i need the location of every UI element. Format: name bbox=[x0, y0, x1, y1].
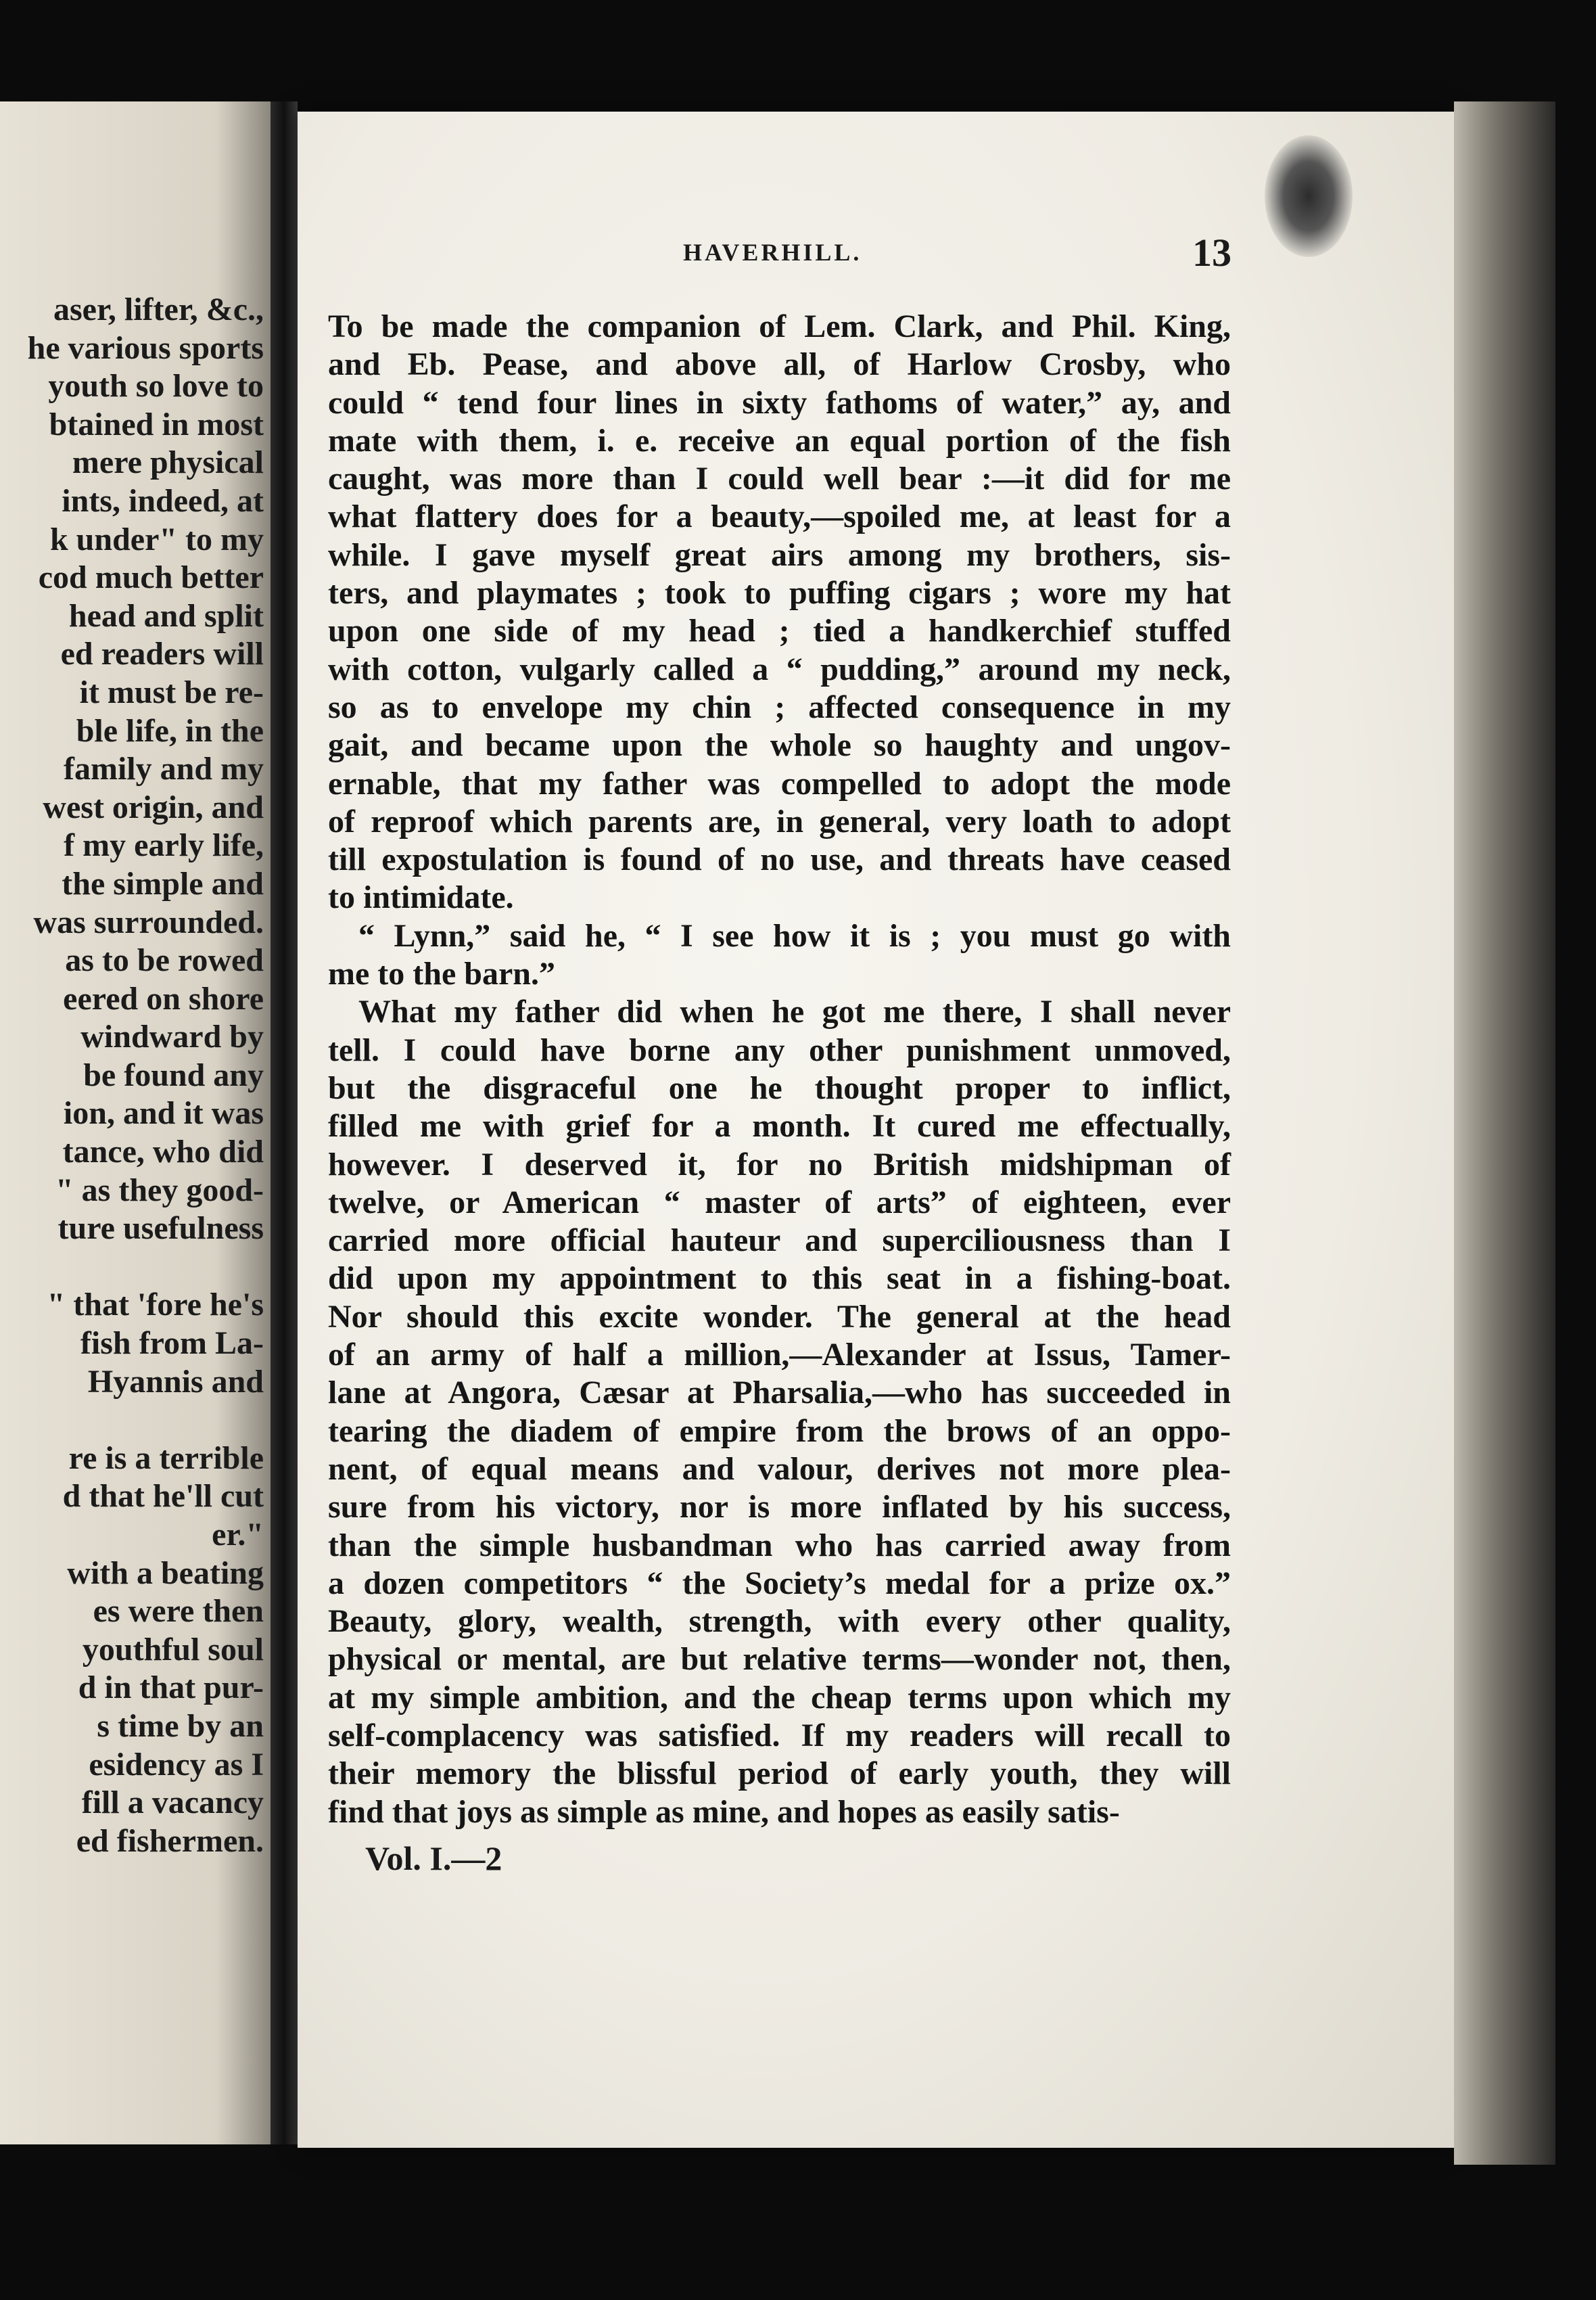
text-line: a dozen competitors “ the Society’s medal for a prize ox.” bbox=[328, 1565, 1231, 1601]
left-text-line: youth so love to bbox=[48, 368, 264, 405]
page-number: 13 bbox=[1192, 231, 1231, 275]
text-line: sure from his victory, nor is more inflated by his success, bbox=[328, 1489, 1231, 1525]
left-text-line bbox=[0, 1401, 264, 1440]
left-text-line: the simple and bbox=[62, 865, 264, 902]
text-line: tell. I could have borne any other punishment unmoved, bbox=[328, 1032, 1231, 1068]
text-line: ters, and playmates ; took to puffing cigars ; wore my hat bbox=[328, 575, 1231, 612]
text-line: physical or mental, are but relative terms—wonder not, then, bbox=[328, 1641, 1231, 1678]
book-gutter bbox=[271, 101, 298, 2144]
text-line: to intimidate. bbox=[328, 879, 514, 916]
text-line: what flattery does for a beauty,—spoiled me, at least for a bbox=[328, 499, 1231, 535]
signature-mark: Vol. I.—2 bbox=[365, 1839, 502, 1877]
left-text-line: youthful soul bbox=[82, 1631, 264, 1668]
left-text-line bbox=[0, 1248, 264, 1287]
left-text-line: ints, indeed, at bbox=[62, 482, 264, 519]
text-line: find that joys as simple as mine, and hopes as easily satis- bbox=[328, 1793, 1120, 1830]
text-line: carried more official hauteur and superciliousness than I bbox=[328, 1222, 1231, 1259]
left-text-line: aser, lifter, &c., bbox=[53, 292, 264, 327]
left-text-line: k under" to my bbox=[49, 521, 264, 557]
left-text-line: ed readers will bbox=[60, 636, 264, 672]
text-line: Nor should this excite wonder. The general at the head bbox=[328, 1298, 1231, 1335]
left-text-line: es were then bbox=[93, 1593, 264, 1630]
left-text-line: ble life, in the bbox=[76, 712, 264, 749]
left-text-line: d in that pur- bbox=[78, 1670, 264, 1706]
left-text-line: d that he'll cut bbox=[62, 1478, 264, 1515]
text-line: self-complacency was satisfied. If my readers will recall to bbox=[328, 1717, 1231, 1753]
left-text-line: was surrounded. bbox=[33, 904, 264, 940]
text-line: but the disgraceful one he thought proper to inflict, bbox=[328, 1070, 1231, 1106]
left-facing-page bbox=[0, 101, 271, 2144]
text-line: so as to envelope my chin ; affected consequence in my bbox=[328, 689, 1231, 725]
text-line: could “ tend four lines in sixty fathoms of water,” ay, and bbox=[328, 384, 1231, 421]
text-line: tearing the diadem of empire from the brows of an oppo- bbox=[328, 1412, 1231, 1449]
text-line: me to the barn.” bbox=[328, 956, 555, 992]
left-text-line: re is a terrible bbox=[68, 1440, 264, 1476]
left-text-line: with a beating bbox=[67, 1555, 264, 1591]
text-line: filled me with grief for a month. It cured me effectually, bbox=[328, 1108, 1231, 1145]
text-line: with cotton, vulgarly called a “ pudding,” around my neck, bbox=[328, 651, 1231, 687]
text-line: lane at Angora, Cæsar at Pharsalia,—who has succeeded in bbox=[328, 1375, 1231, 1411]
left-page-text bbox=[0, 291, 264, 1860]
text-line: gait, and became upon the whole so haughty and ungov- bbox=[328, 727, 1231, 764]
text-line: Beauty, glory, wealth, strength, with every other quality, bbox=[328, 1603, 1231, 1640]
text-line: caught, was more than I could well bear :—it did for me bbox=[328, 461, 1231, 497]
text-line: at my simple ambition, and the cheap terms upon which my bbox=[328, 1679, 1231, 1716]
text-line: of an army of half a million,—Alexander at Issus, Tamer- bbox=[328, 1337, 1231, 1373]
left-text-line: btained in most bbox=[49, 406, 264, 442]
left-text-line: eered on shore bbox=[63, 980, 264, 1017]
left-text-line: esidency as I bbox=[89, 1746, 264, 1782]
left-text-line: " that 'fore he's bbox=[47, 1287, 264, 1323]
text-line: of reproof which parents are, in general, very loath to adopt bbox=[328, 803, 1231, 840]
left-text-line: ed fishermen. bbox=[76, 1822, 264, 1859]
page-edge bbox=[1454, 101, 1555, 2165]
left-text-line: as to be rowed bbox=[65, 942, 264, 979]
text-line: while. I gave myself great airs among my brothers, sis- bbox=[328, 536, 1231, 573]
text-line: till expostulation is found of no use, and threats have ceased bbox=[328, 842, 1231, 878]
text-line: and Eb. Pease, and above all, of Harlow Crosby, who bbox=[328, 346, 1231, 383]
left-text-line: family and my bbox=[63, 751, 264, 787]
left-text-line: tance, who did bbox=[62, 1134, 264, 1170]
left-text-line: f my early life, bbox=[64, 827, 264, 864]
text-line: ernable, that my father was compelled to adopt the mode bbox=[328, 765, 1231, 802]
left-text-line: Hyannis and bbox=[87, 1363, 264, 1400]
left-text-line: fill a vacancy bbox=[81, 1785, 264, 1821]
left-text-line: be found any bbox=[83, 1057, 264, 1093]
left-text-line: it must be re- bbox=[79, 674, 264, 710]
text-line: upon one side of my head ; tied a handkerchief stuffed bbox=[328, 613, 1231, 649]
left-text-line: ture usefulness bbox=[57, 1210, 264, 1247]
text-line: their memory the blissful period of early youth, they will bbox=[328, 1755, 1231, 1792]
left-text-line: windward by bbox=[80, 1019, 264, 1055]
text-line: To be made the companion of Lem. Clark, and Phil. King, bbox=[328, 308, 1231, 344]
left-text-line: s time by an bbox=[97, 1707, 264, 1744]
text-line: than the simple husbandman who has carried away from bbox=[328, 1527, 1231, 1563]
text-line: mate with them, i. e. receive an equal portion of the fish bbox=[328, 422, 1231, 459]
left-text-line: " as they good- bbox=[55, 1172, 264, 1208]
text-line: “ Lynn,” said he, “ I see how it is ; you must go with bbox=[358, 917, 1231, 954]
left-text-line: head and split bbox=[68, 597, 264, 634]
left-text-line: fish from La- bbox=[80, 1325, 264, 1362]
text-line: twelve, or American “ master of arts” of eighteen, ever bbox=[328, 1184, 1231, 1220]
ink-stain bbox=[1265, 135, 1353, 257]
text-line: What my father did when he got me there, I shall never bbox=[358, 994, 1231, 1030]
running-head: HAVERHILL. bbox=[683, 239, 862, 266]
left-text-line: he various sports bbox=[27, 329, 264, 366]
text-line: nent, of equal means and valour, derives not more plea- bbox=[328, 1450, 1231, 1487]
text-line: did upon my appointment to this seat in a fishing-boat. bbox=[328, 1260, 1231, 1297]
text-line: however. I deserved it, for no British midshipman of bbox=[328, 1146, 1231, 1182]
body-text bbox=[328, 308, 1231, 1831]
left-text-line: er." bbox=[212, 1517, 264, 1552]
left-text-line: west origin, and bbox=[43, 789, 264, 825]
left-text-line: cod much better bbox=[38, 559, 264, 596]
left-text-line: ion, and it was bbox=[63, 1095, 264, 1132]
left-text-line: mere physical bbox=[72, 444, 264, 481]
